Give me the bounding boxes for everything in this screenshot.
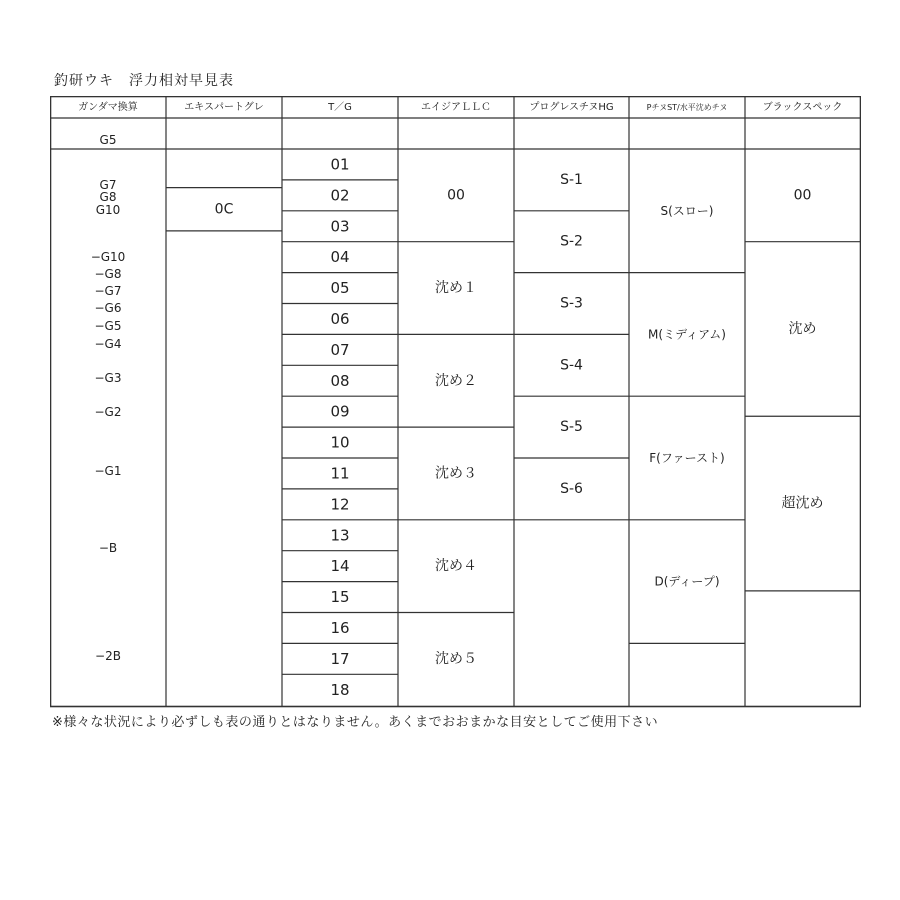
expert-gure-value: 0C xyxy=(214,201,234,218)
p-chinu-st-value: M(ミディアム) xyxy=(648,327,726,342)
tg-value: 11 xyxy=(330,464,350,483)
progress-hg-value: S-5 xyxy=(560,419,583,436)
column-header: エイジアＬＬＣ xyxy=(421,102,491,113)
progress-hg-value: S-6 xyxy=(560,480,583,497)
progress-hg-value: S-4 xyxy=(560,357,583,374)
aija-llc-value: 沈め４ xyxy=(435,558,477,575)
gandama-label: G5 xyxy=(99,133,117,147)
progress-hg-value: S-3 xyxy=(560,295,583,312)
aija-llc-value: 沈め３ xyxy=(435,465,477,482)
gandama-label: −G10 xyxy=(90,250,126,264)
gandama-label: −2B xyxy=(95,649,121,663)
black-spec-value: 超沈め xyxy=(781,495,824,512)
gandama-label: G7 xyxy=(99,178,117,192)
tg-value: 04 xyxy=(330,248,350,267)
gandama-label: −G5 xyxy=(94,319,122,333)
column-header: エキスパートグレ xyxy=(184,102,264,113)
buoyancy-chart-table xyxy=(50,96,861,708)
tg-value: 16 xyxy=(330,618,350,637)
black-spec-value: 沈め xyxy=(788,320,817,337)
tg-value: 13 xyxy=(330,526,350,545)
tg-value: 08 xyxy=(330,371,350,390)
column-header: プログレスチヌHG xyxy=(529,102,614,113)
gandama-label: −G8 xyxy=(94,267,122,281)
p-chinu-st-value: S(スロー) xyxy=(660,203,714,218)
tg-value: 05 xyxy=(330,279,350,298)
gandama-label: −B xyxy=(98,541,118,555)
aija-llc-value: 沈め２ xyxy=(435,372,477,389)
black-spec-value: 00 xyxy=(793,187,812,204)
p-chinu-st-value: F(ファースト) xyxy=(649,451,725,465)
page-title: 釣研ウキ 浮力相対早見表 xyxy=(54,73,234,89)
tg-value: 14 xyxy=(330,557,350,576)
column-header: ガンダマ換算 xyxy=(78,102,138,113)
p-chinu-st-value: D(ディープ) xyxy=(654,574,720,589)
tg-value: 15 xyxy=(330,588,350,607)
tg-value: 03 xyxy=(330,217,350,236)
tg-value: 10 xyxy=(330,433,350,452)
tg-value: 07 xyxy=(330,340,350,359)
gandama-label: −G6 xyxy=(94,301,122,315)
gandama-label: −G7 xyxy=(94,284,122,298)
aija-llc-value: 沈め５ xyxy=(435,650,477,667)
tg-value: 12 xyxy=(330,495,350,514)
tg-value: 06 xyxy=(330,309,350,328)
gandama-label: −G4 xyxy=(94,337,122,351)
tg-value: 09 xyxy=(330,402,350,421)
column-header: T／G xyxy=(328,102,352,113)
gandama-label: −G1 xyxy=(94,464,122,478)
tg-value: 17 xyxy=(330,649,350,668)
tg-value: 02 xyxy=(330,186,350,205)
gandama-label: G8 xyxy=(99,190,117,204)
tg-value: 18 xyxy=(330,680,350,699)
footnote: ※様々な状況により必ずしも表の通りとはなりません。あくまでおおまかな目安としてご使用下さい xyxy=(52,715,659,730)
column-header: PチヌST/水平沈めチヌ xyxy=(646,103,728,112)
gandama-label: −G3 xyxy=(94,371,122,385)
gandama-label: −G2 xyxy=(94,405,122,419)
progress-hg-value: S-2 xyxy=(560,233,583,250)
aija-llc-value: 00 xyxy=(447,187,465,204)
tg-value: 01 xyxy=(330,155,350,174)
aija-llc-value: 沈め１ xyxy=(435,280,477,297)
progress-hg-value: S-1 xyxy=(560,171,583,188)
column-header: ブラックスペック xyxy=(762,102,843,113)
gandama-label: G10 xyxy=(95,203,121,217)
